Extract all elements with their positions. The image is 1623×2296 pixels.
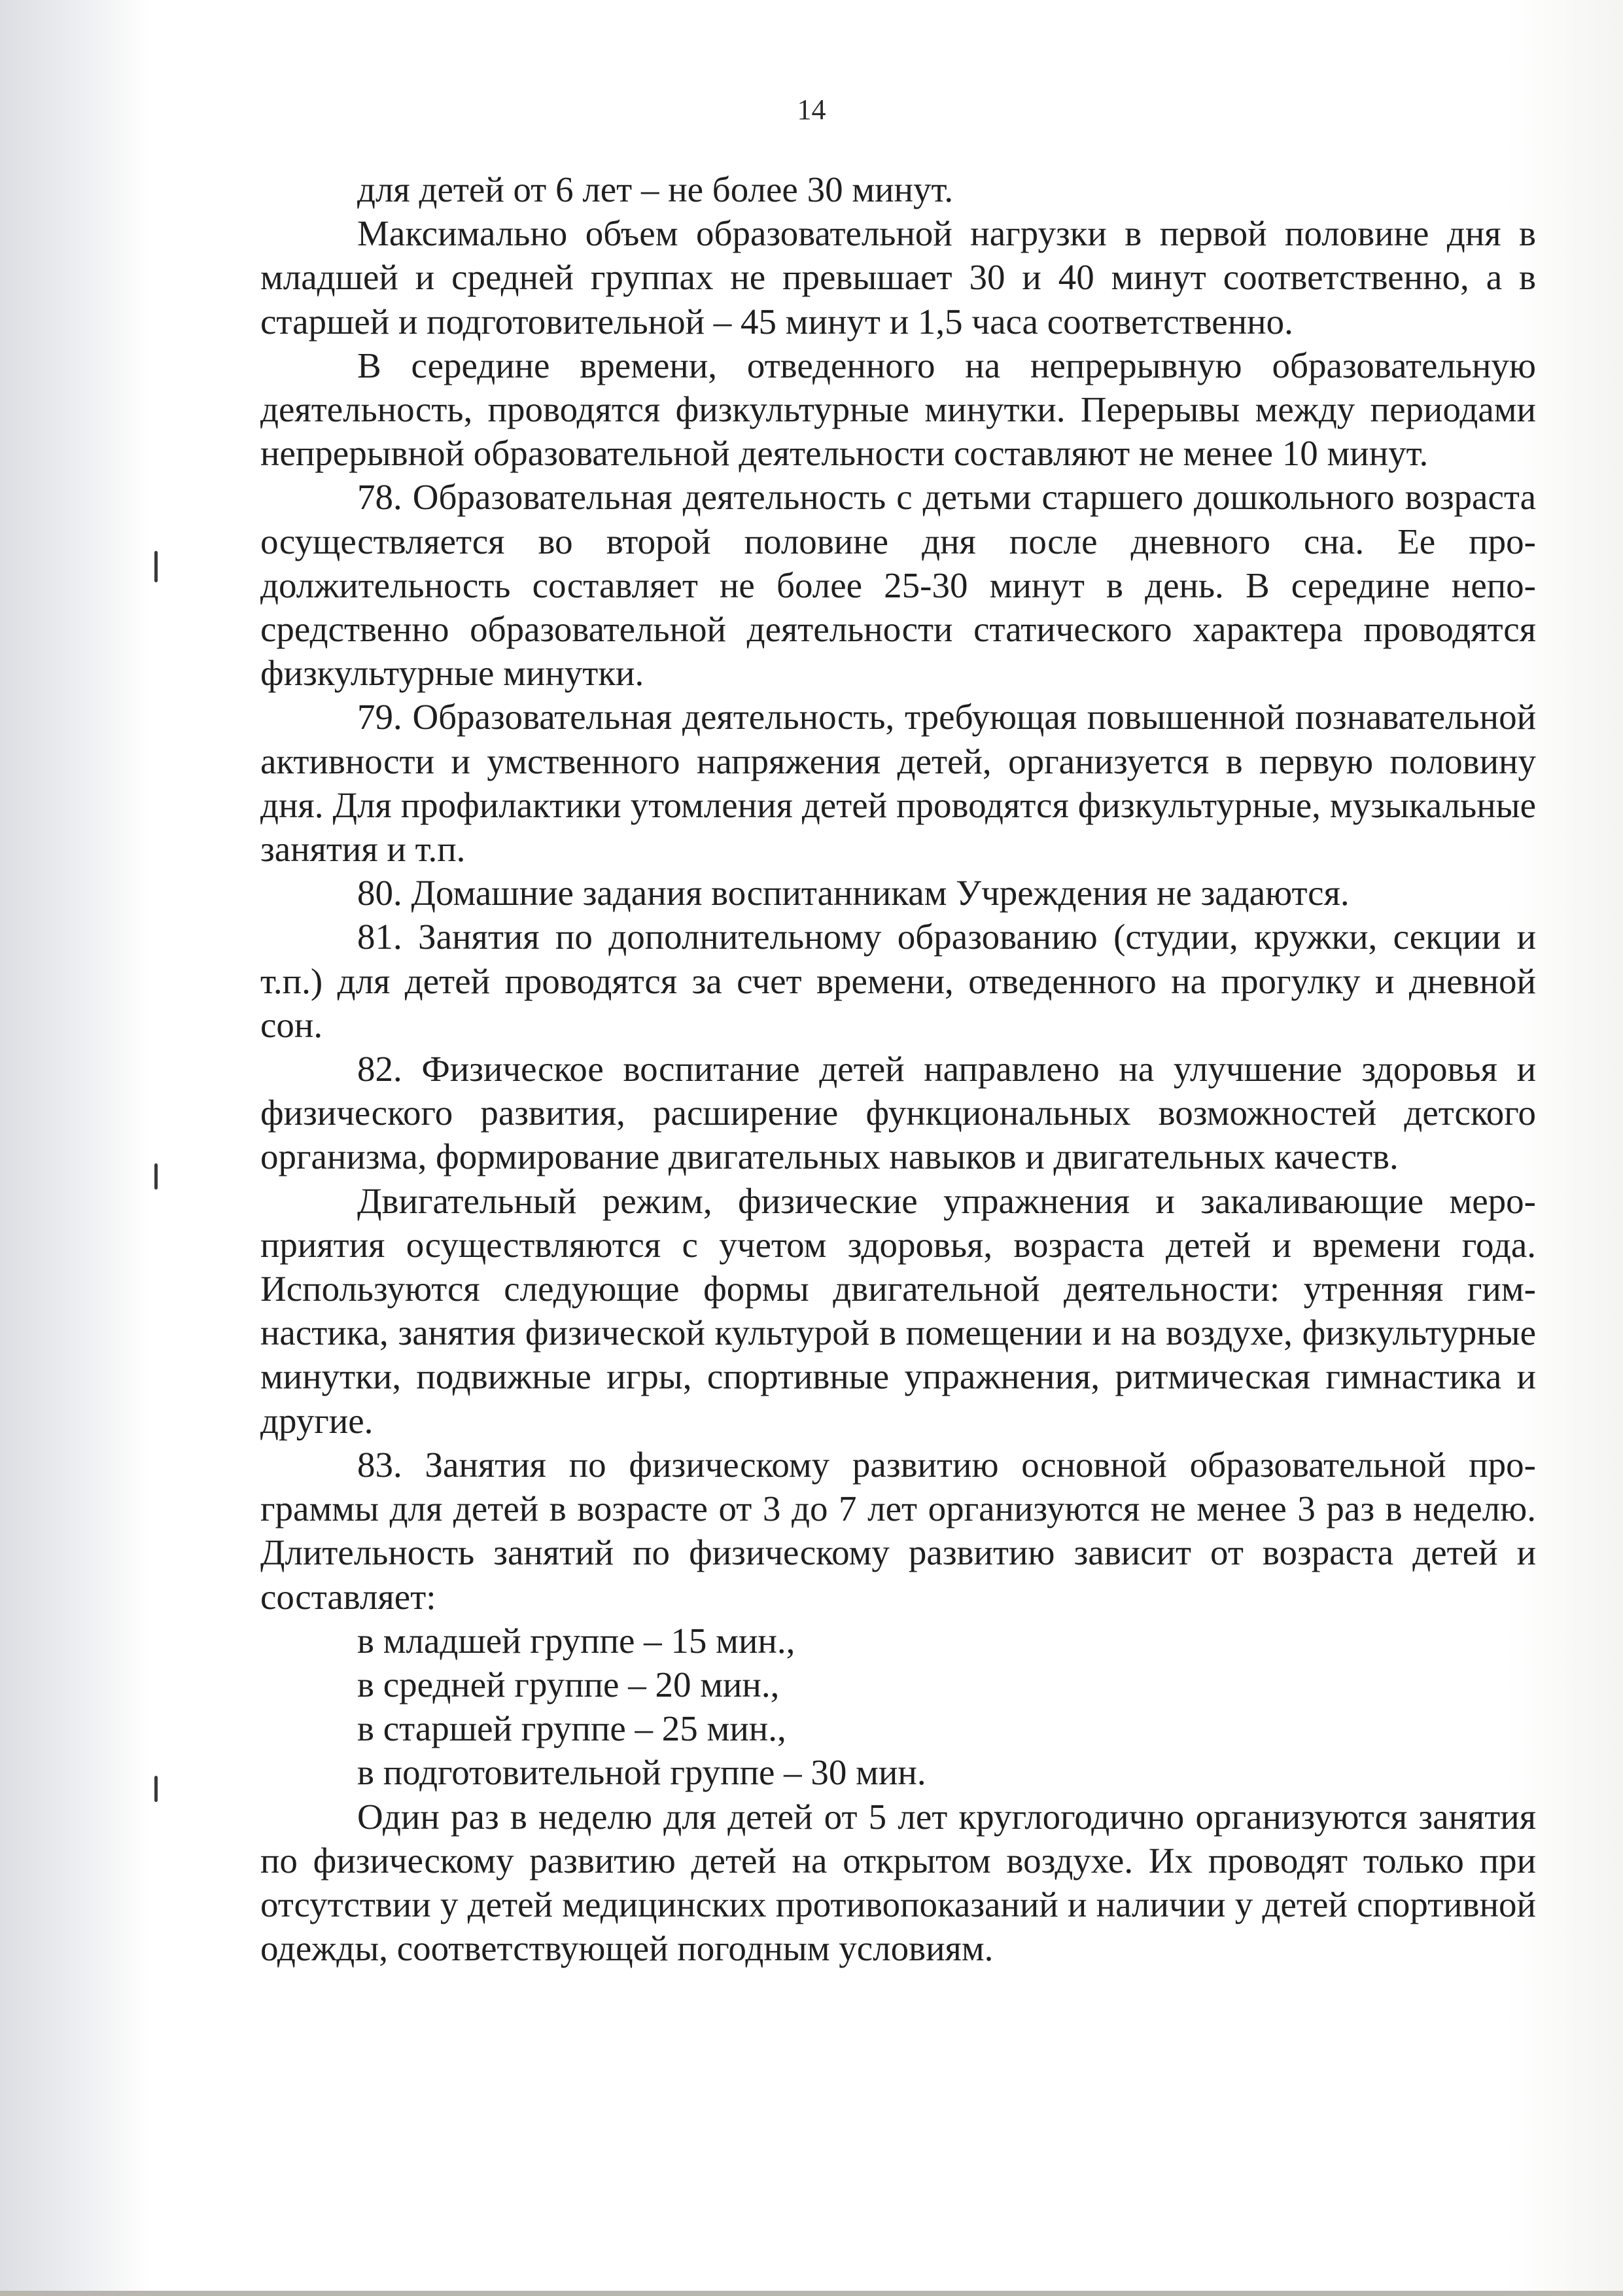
duration-item-junior: в младшей группе – 15 мин.,: [357, 1620, 795, 1661]
paragraph-motor-mode: Двигательный режим, физические упражнения и закаливающие мероприятия осуществляются с учетом здоровья, возраста детей и времени года. Используются следующие формы двигательной деятельности: утренняя гимнастика, занятия физической культурой в помещении и на воздухе, физкультурные минутки, подвижные игры, спортивные упражнения, ритмическая гимнастика и другие.: [260, 1180, 1536, 1441]
paragraph-breaks: В середине времени, отведенного на непрерывную образовательную деятельность, проводятся физкультурные минутки. Перерывы между периодами непрерывной образовательной деятельности составляют не менее 10 минут.: [260, 345, 1536, 474]
bottom-edge: [0, 2291, 1623, 2296]
duration-item-senior: в старшей группе – 25 мин.,: [357, 1708, 786, 1749]
paragraph-continuation: для детей от 6 лет – не более 30 минут.: [357, 169, 954, 209]
page-number: 14: [797, 94, 826, 126]
paragraph-load-limits: Максимально объем образовательной нагрузки в первой половине дня в младшей и средней группах не превышает 30 и 40 минут соответственно, а в старшей и подготовительной – 45 минут и 1,5 часа соответственно.: [260, 213, 1536, 342]
paragraph-83: 83. Занятия по физическому развитию основной образовательной программы для детей в возрасте от 3 до 7 лет организуются не менее 3 раз в неделю. Длительность занятий по физическому развитию зависит от возраста детей и составляет:: [260, 1444, 1536, 1617]
paragraph-80: 80. Домашние задания воспитанникам Учреждения не задаются.: [357, 873, 1350, 913]
paragraph-81: 81. Занятия по дополнительному образованию (студии, кружки, секции и т.п.) для детей проводятся за счет времени, отведенного на прогулку и дневной сон.: [260, 917, 1536, 1045]
paragraph-79: 79. Образовательная деятельность, требующая повышенной познавательной активности и умственного напряжения детей, организуется в первую половину дня. Для профилактики утомления детей проводятся физкультурные, музыкальные занятия и т.п.: [260, 697, 1536, 870]
duration-item-preparatory: в подготовительной группе – 30 мин.: [357, 1752, 926, 1793]
scan-left-shadow: [0, 0, 150, 2296]
binding-mark: [154, 1163, 158, 1190]
document-body: [260, 168, 1536, 1970]
paragraph-outdoor-classes: Один раз в неделю для детей от 5 лет круглогодично организуются занятия по физическому развитию детей на открытом воздухе. Их проводят только при отсутствии у детей медицинских противопоказаний и наличии у детей спортивной одежды, соответствующей погодным условиям.: [260, 1796, 1536, 1969]
paragraph-78: 78. Образовательная деятельность с детьми старшего дошкольного возраста осуществляется во второй половине дня после дневного сна. Ее продолжительность составляет не более 25-30 минут в день. В середине непосредственно образовательной деятельности статического характера проводятся физкультурные минутки.: [260, 477, 1536, 694]
binding-mark: [154, 1776, 158, 1802]
paragraph-82: 82. Физическое воспитание детей направлено на улучшение здоровья и физического развития, расширение функциональных возможностей детского организма, формирование двигательных навыков и двигательных качеств.: [260, 1049, 1536, 1177]
duration-item-middle: в средней группе – 20 мин.,: [357, 1664, 780, 1704]
binding-mark: [154, 551, 158, 582]
